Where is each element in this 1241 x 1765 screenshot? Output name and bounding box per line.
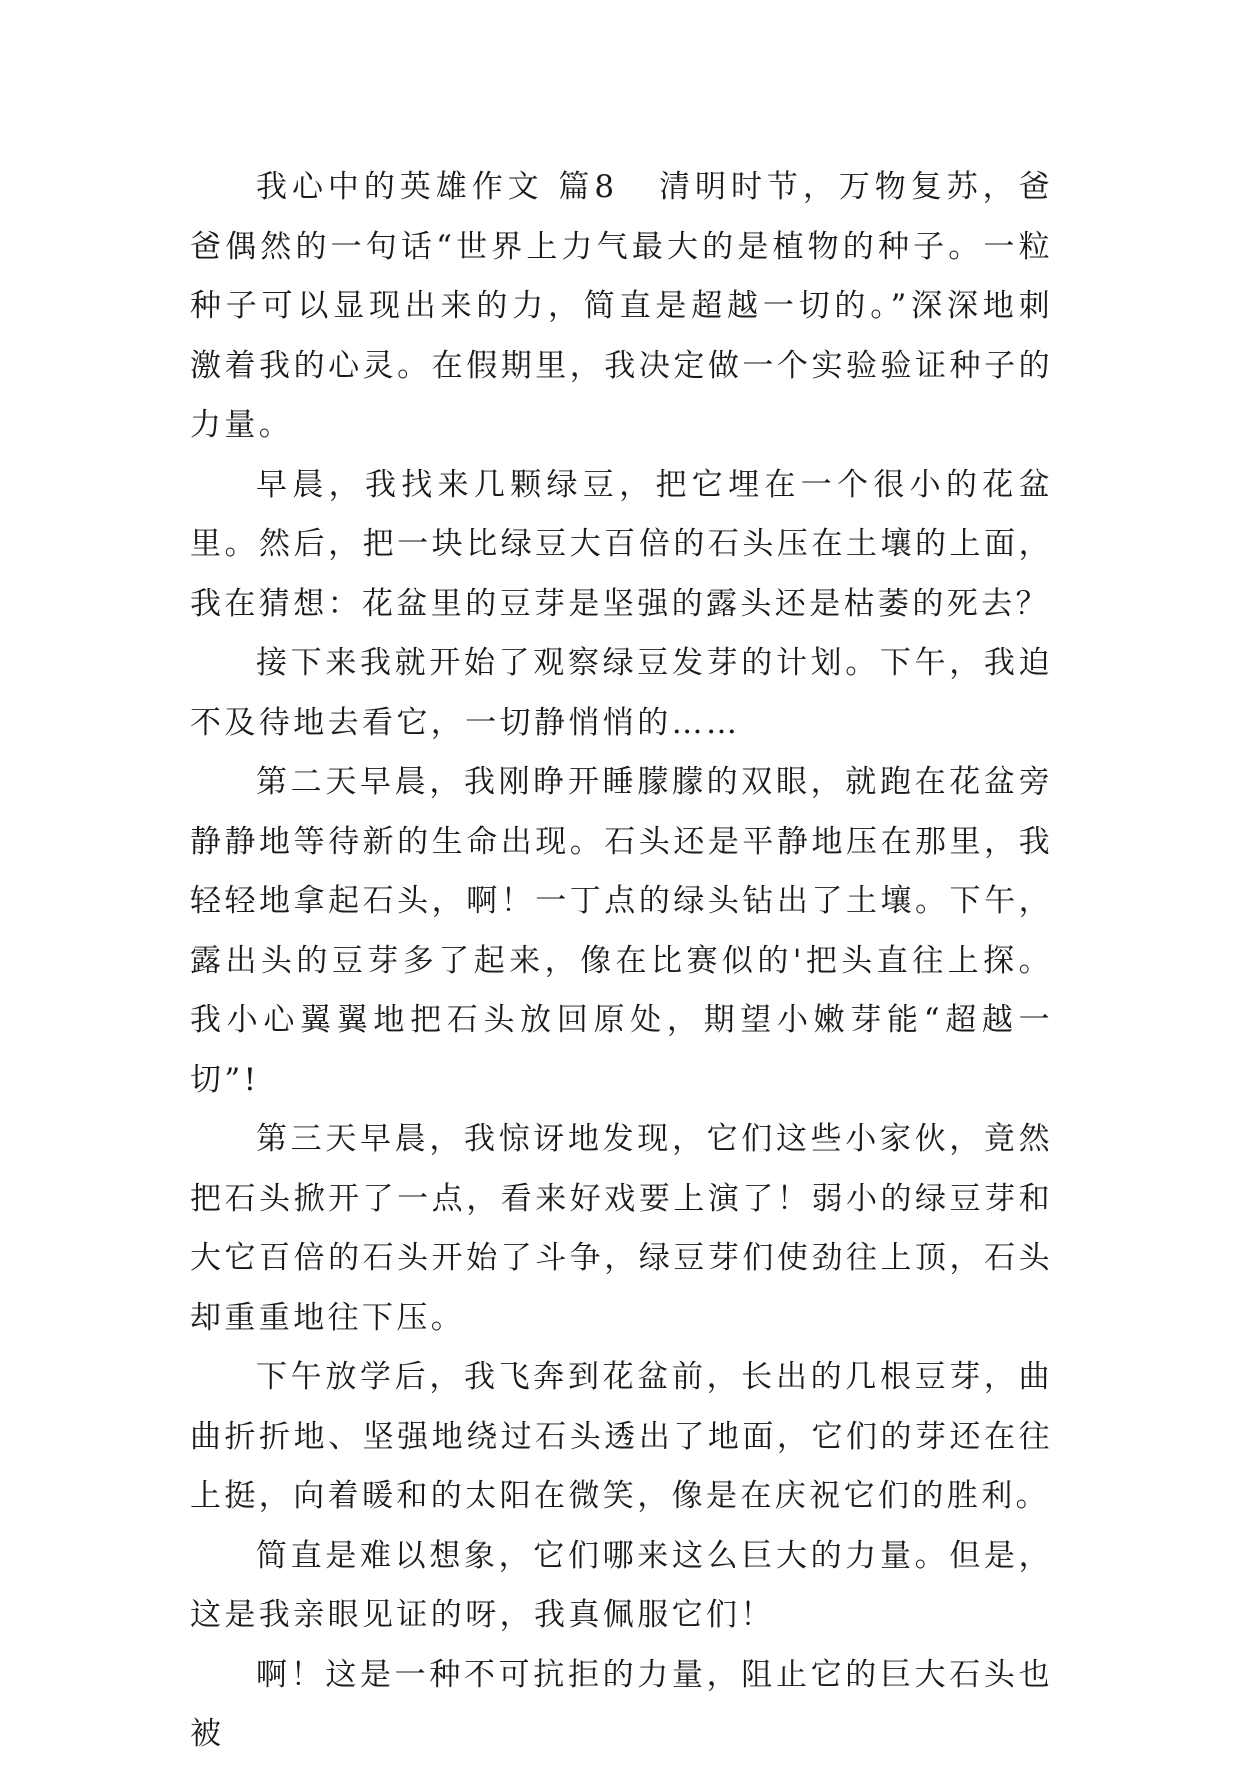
opening-paragraph xyxy=(190,158,1053,456)
body-paragraph: 接下来我就开始了观察绿豆发芽的计划。下午，我迫不及待地去看它，一切静悄悄的…… xyxy=(190,645,1053,741)
intro-text: 清明时节，万物复苏，爸爸偶然的一句话“世界上力气最大的是植物的种子。一粒种子可以显现出来的力，简直是超越一切的。”深深地刺激着我的心灵。在假期里，我决定做一个实验验证种子的力量。 xyxy=(190,169,1053,443)
body-paragraph: 下午放学后，我飞奔到花盆前，长出的几根豆芽，曲曲折折地、坚强地绕过石头透出了地面，它们的芽还在往上挺，向着暖和的太阳在微笑，像是在庆祝它们的胜利。 xyxy=(190,1359,1053,1514)
body-paragraph: 第二天早晨，我刚睁开睡朦朦的双眼，就跑在花盆旁静静地等待新的生命出现。石头还是平静地压在那里，我轻轻地拿起石头，啊！一丁点的绿头钻出了土壤。下午，露出头的豆芽多了起来，像在比赛似的'把头直往上探。我小心翼翼地把石头放回原处，期望小嫩芽能“超越一切”! xyxy=(190,764,1053,1098)
body-paragraph: 简直是难以想象，它们哪来这么巨大的力量。但是，这是我亲眼见证的呀，我真佩服它们！ xyxy=(190,1537,1053,1633)
document-page xyxy=(190,158,1053,1765)
essay-heading: 我心中的英雄作文 篇8 xyxy=(256,169,618,205)
body-paragraph: 第三天早晨，我惊讶地发现，它们这些小家伙，竟然把石头掀开了一点，看来好戏要上演了！弱小的绿豆芽和大它百倍的石头开始了斗争，绿豆芽们使劲往上顶，石头却重重地往下压。 xyxy=(190,1121,1053,1336)
body-paragraph: 啊！这是一种不可抗拒的力量，阻止它的巨大石头也被 xyxy=(190,1656,1053,1752)
body-paragraph: 早晨，我找来几颗绿豆，把它埋在一个很小的花盆里。然后，把一块比绿豆大百倍的石头压在土壤的上面，我在猜想：花盆里的豆芽是坚强的露头还是枯萎的死去？ xyxy=(190,466,1053,622)
